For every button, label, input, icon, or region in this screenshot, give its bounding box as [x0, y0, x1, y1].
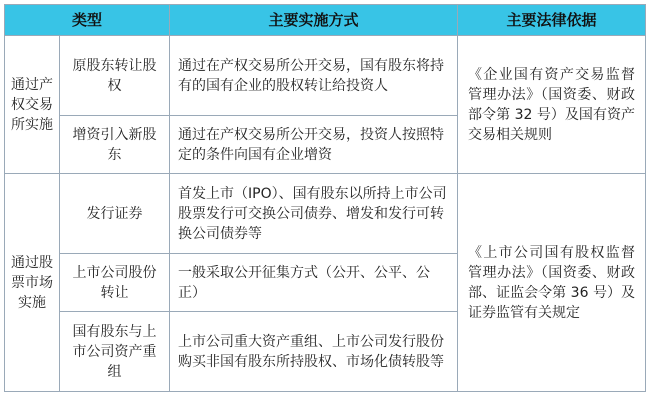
- method-cell: 通过在产权交易所公开交易，投资人按照特定的条件向国有企业增资: [170, 116, 458, 174]
- law-cell: 《上市公司国有股权监督管理办法》（国资委、财政部、证监会令第 36 号）及证券监管有关规定: [458, 174, 646, 392]
- header-law: 主要法律依据: [458, 5, 646, 36]
- subtype-cell: 增资引入新股东: [60, 116, 170, 174]
- table-row: [5, 174, 646, 254]
- method-cell: 一般采取公开征集方式（公开、公平、公正）: [170, 254, 458, 312]
- law-cell: 《企业国有资产交易监督管理办法》（国资委、财政部令第 32 号）及国有资产交易相关规则: [458, 36, 646, 174]
- category-cell: 通过产权交易所实施: [5, 36, 60, 174]
- method-cell: 首发上市（IPO）、国有股东以所持上市公司股票发行可交换公司债券、增发和发行可转换公司债券等: [170, 174, 458, 254]
- subtype-cell: 国有股东与上市公司资产重组: [60, 312, 170, 392]
- method-cell: 上市公司重大资产重组、上市公司发行股份购买非国有股东所持股权、市场化债转股等: [170, 312, 458, 392]
- header-type: 类型: [5, 5, 170, 36]
- header-row: [5, 5, 646, 36]
- subtype-cell: 发行证券: [60, 174, 170, 254]
- subtype-cell: 上市公司股份转让: [60, 254, 170, 312]
- category-cell: 通过股票市场实施: [5, 174, 60, 392]
- method-cell: 通过在产权交易所公开交易，国有股东将持有的国有企业的股权转让给投资人: [170, 36, 458, 116]
- table-row: [5, 36, 646, 116]
- reform-methods-table: [4, 4, 646, 392]
- header-method: 主要实施方式: [170, 5, 458, 36]
- subtype-cell: 原股东转让股权: [60, 36, 170, 116]
